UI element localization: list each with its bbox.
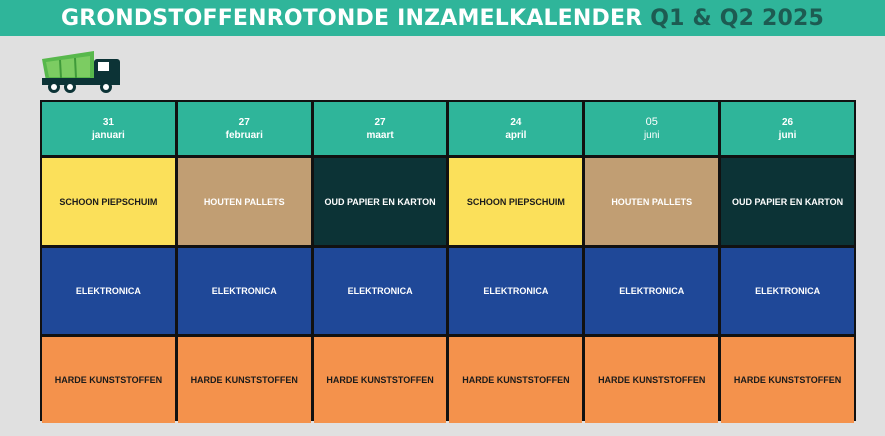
waste-type-cell: HARDE KUNSTSTOFFEN	[42, 337, 175, 423]
waste-type-cell: HOUTEN PALLETS	[585, 158, 718, 245]
date-month: januari	[92, 129, 125, 141]
waste-type-cell: SCHOON PIEPSCHUIM	[449, 158, 582, 245]
date-month: april	[505, 129, 527, 141]
waste-type-cell: HOUTEN PALLETS	[178, 158, 311, 245]
date-cell	[314, 102, 447, 155]
date-day: 27	[374, 116, 386, 128]
waste-type-cell: ELEKTRONICA	[585, 248, 718, 334]
date-month: juni	[643, 129, 660, 141]
waste-type-cell: ELEKTRONICA	[42, 248, 175, 334]
waste-type-cell: SCHOON PIEPSCHUIM	[42, 158, 175, 245]
waste-type-cell: ELEKTRONICA	[721, 248, 854, 334]
header-banner	[0, 0, 885, 36]
waste-type-cell: ELEKTRONICA	[314, 248, 447, 334]
date-cell	[585, 102, 718, 155]
waste-type-cell: HARDE KUNSTSTOFFEN	[178, 337, 311, 423]
date-day: 05	[645, 115, 658, 128]
page-title	[61, 6, 824, 31]
waste-type-cell: OUD PAPIER EN KARTON	[314, 158, 447, 245]
date-day: 31	[102, 116, 114, 128]
date-cell	[42, 102, 175, 155]
date-month: juni	[778, 129, 797, 141]
date-cell	[721, 102, 854, 155]
waste-type-cell: ELEKTRONICA	[449, 248, 582, 334]
date-day: 26	[782, 116, 794, 128]
date-cell	[178, 102, 311, 155]
date-day: 24	[510, 116, 522, 128]
date-month: februari	[225, 129, 263, 141]
waste-type-cell: HARDE KUNSTSTOFFEN	[585, 337, 718, 423]
collection-calendar	[40, 100, 856, 421]
title-period: Q1 & Q2 2025	[650, 5, 825, 31]
waste-type-cell: OUD PAPIER EN KARTON	[721, 158, 854, 245]
waste-type-cell: ELEKTRONICA	[178, 248, 311, 334]
waste-type-cell: HARDE KUNSTSTOFFEN	[449, 337, 582, 423]
waste-type-cell: HARDE KUNSTSTOFFEN	[314, 337, 447, 423]
date-day: 27	[238, 116, 250, 128]
dump-truck-icon	[40, 47, 122, 95]
waste-type-cell: HARDE KUNSTSTOFFEN	[721, 337, 854, 423]
date-month: maart	[366, 129, 394, 141]
title-main: GRONDSTOFFENROTONDE INZAMELKALENDER	[60, 5, 643, 31]
date-cell	[449, 102, 582, 155]
